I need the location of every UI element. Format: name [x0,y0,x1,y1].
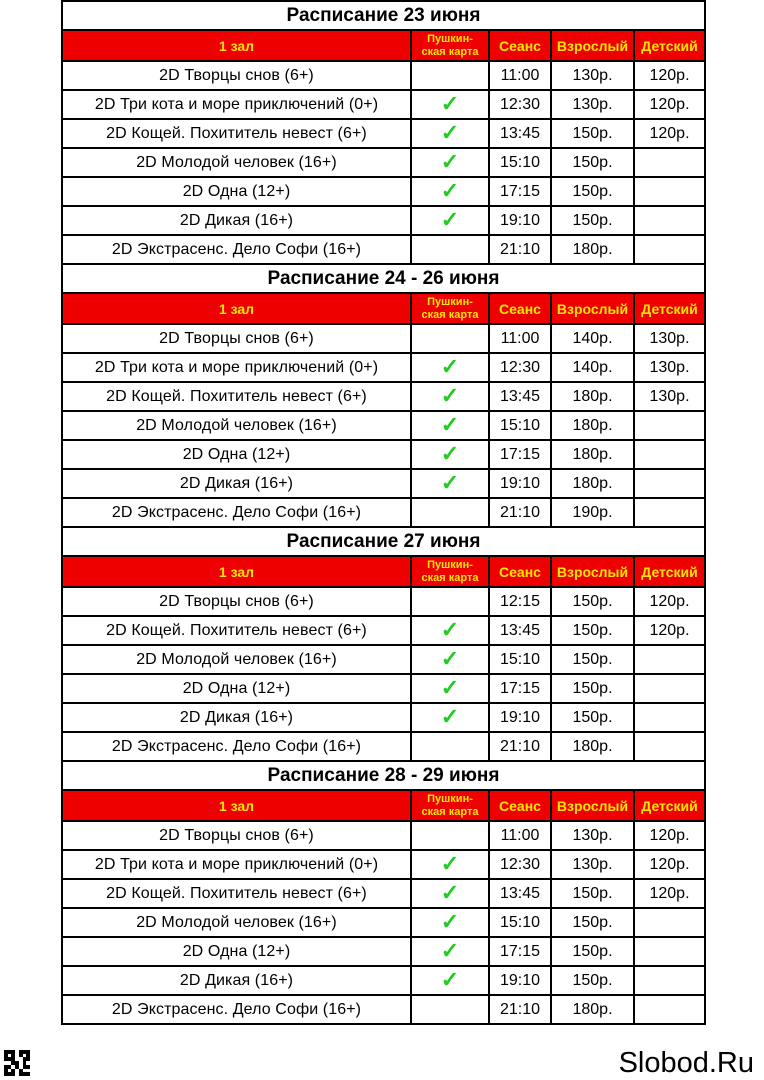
adult-price-cell: 150р. [551,937,634,966]
table-row [62,382,705,411]
film-title-cell: 2D Одна (12+) [62,674,411,703]
adult-price-cell: 150р. [551,119,634,148]
session-time-cell: 19:10 [489,206,551,235]
adult-price-cell: 150р. [551,908,634,937]
check-mark-icon: ✓ [440,879,460,905]
film-title-cell: 2D Кощей. Похититель невест (6+) [62,616,411,645]
pushkin-card-header [411,30,489,61]
child-price-cell: 120р. [634,821,705,850]
adult-price-cell: 180р. [551,235,634,264]
film-title-cell: 2D Творцы снов (6+) [62,324,411,353]
child-price-cell [634,937,705,966]
check-mark-icon: ✓ [440,411,460,437]
pushkin-card-cell [411,469,489,498]
adult-price-cell: 130р. [551,90,634,119]
child-price-cell [634,235,705,264]
adult-price-cell: 140р. [551,324,634,353]
session-time-cell: 11:00 [489,61,551,90]
column-header-row [62,556,705,587]
schedule-table [61,0,706,1025]
child-price-cell: 120р. [634,119,705,148]
table-row [62,119,705,148]
pushkin-card-cell [411,235,489,264]
child-price-cell: 130р. [634,382,705,411]
table-row [62,587,705,616]
table-row [62,148,705,177]
session-header: Сеанс [489,556,551,587]
adult-price-cell: 150р. [551,645,634,674]
schedule-block-title: Расписание 23 июня [62,1,705,30]
check-mark-icon: ✓ [440,674,460,700]
pushkin-card-header [411,556,489,587]
child-price-cell [634,206,705,235]
adult-price-cell: 180р. [551,995,634,1024]
check-mark-icon: ✓ [440,908,460,934]
schedule-block-title-row [62,264,705,293]
pushkin-card-cell [411,966,489,995]
film-title-cell: 2D Три кота и море приключений (0+) [62,850,411,879]
child-price-cell [634,469,705,498]
child-price-cell [634,732,705,761]
child-price-header: Детский [634,30,705,61]
table-row [62,90,705,119]
schedule-block-title-row [62,527,705,556]
session-time-cell: 15:10 [489,411,551,440]
adult-price-header: Взрослый [551,293,634,324]
hall-header: 1 зал [62,556,411,587]
child-price-cell: 120р. [634,90,705,119]
session-time-cell: 12:30 [489,90,551,119]
child-price-cell: 120р. [634,850,705,879]
adult-price-header: Взрослый [551,790,634,821]
child-price-cell [634,703,705,732]
film-title-cell: 2D Творцы снов (6+) [62,61,411,90]
check-mark-icon: ✓ [440,616,460,642]
film-title-cell: 2D Молодой человек (16+) [62,645,411,674]
film-title-cell: 2D Дикая (16+) [62,206,411,235]
film-title-cell: 2D Экстрасенс. Дело Софи (16+) [62,732,411,761]
schedule-block-title-row [62,1,705,30]
site-watermark: Slobod.Ru [618,1047,754,1079]
pushkin-card-cell [411,353,489,382]
adult-price-cell: 150р. [551,148,634,177]
session-time-cell: 21:10 [489,995,551,1024]
pushkin-header-line-1: Пушкин- [427,32,473,45]
child-price-cell [634,674,705,703]
child-price-cell: 120р. [634,616,705,645]
child-price-cell: 130р. [634,324,705,353]
adult-price-header: Взрослый [551,556,634,587]
film-title-cell: 2D Экстрасенс. Дело Софи (16+) [62,498,411,527]
child-price-cell: 130р. [634,353,705,382]
column-header-row [62,293,705,324]
child-price-cell [634,411,705,440]
film-title-cell: 2D Кощей. Похититель невест (6+) [62,382,411,411]
film-title-cell: 2D Творцы снов (6+) [62,821,411,850]
child-price-cell [634,177,705,206]
session-time-cell: 12:15 [489,587,551,616]
check-mark-icon: ✓ [440,119,460,145]
adult-price-cell: 150р. [551,966,634,995]
film-title-cell: 2D Одна (12+) [62,440,411,469]
child-price-cell: 120р. [634,61,705,90]
session-time-cell: 12:30 [489,353,551,382]
film-title-cell: 2D Кощей. Похититель невест (6+) [62,119,411,148]
session-header: Сеанс [489,293,551,324]
adult-price-cell: 180р. [551,732,634,761]
child-price-cell [634,440,705,469]
adult-price-cell: 150р. [551,879,634,908]
hall-header: 1 зал [62,293,411,324]
pushkin-card-header [411,293,489,324]
check-mark-icon: ✓ [440,206,460,232]
table-row [62,908,705,937]
table-row [62,324,705,353]
hall-header: 1 зал [62,30,411,61]
check-mark-icon: ✓ [440,353,460,379]
child-price-cell [634,995,705,1024]
session-time-cell: 19:10 [489,966,551,995]
pushkin-card-cell [411,61,489,90]
film-title-cell: 2D Одна (12+) [62,177,411,206]
adult-price-cell: 150р. [551,587,634,616]
table-row [62,235,705,264]
child-price-header: Детский [634,556,705,587]
pushkin-card-cell [411,90,489,119]
table-row [62,440,705,469]
adult-price-cell: 130р. [551,821,634,850]
check-mark-icon: ✓ [440,90,460,116]
film-title-cell: 2D Кощей. Похититель невест (6+) [62,879,411,908]
pushkin-card-cell [411,616,489,645]
check-mark-icon: ✓ [440,850,460,876]
session-time-cell: 21:10 [489,498,551,527]
adult-price-cell: 130р. [551,61,634,90]
table-row [62,498,705,527]
session-header: Сеанс [489,30,551,61]
child-price-header: Детский [634,293,705,324]
session-time-cell: 17:15 [489,440,551,469]
film-title-cell: 2D Экстрасенс. Дело Софи (16+) [62,235,411,264]
check-mark-icon: ✓ [440,382,460,408]
pushkin-header-line-2: ская карта [421,308,479,321]
table-row [62,995,705,1024]
schedule-block-title: Расписание 27 июня [62,527,705,556]
child-price-cell [634,966,705,995]
adult-price-cell: 150р. [551,616,634,645]
pushkin-card-cell [411,821,489,850]
session-time-cell: 13:45 [489,879,551,908]
schedule-block-title: Расписание 28 - 29 июня [62,761,705,790]
pushkin-card-cell [411,879,489,908]
schedule-body [62,1,705,1024]
child-price-cell [634,498,705,527]
schedule-block-title-row [62,761,705,790]
table-row [62,821,705,850]
pushkin-card-cell [411,674,489,703]
table-row [62,703,705,732]
child-price-cell [634,908,705,937]
pushkin-card-cell [411,440,489,469]
film-title-cell: 2D Молодой человек (16+) [62,411,411,440]
session-header: Сеанс [489,790,551,821]
table-row [62,966,705,995]
check-mark-icon: ✓ [440,966,460,992]
session-time-cell: 19:10 [489,469,551,498]
qr-code-icon [4,1050,30,1076]
session-time-cell: 13:45 [489,616,551,645]
check-mark-icon: ✓ [440,937,460,963]
adult-price-cell: 180р. [551,382,634,411]
check-mark-icon: ✓ [440,469,460,495]
session-time-cell: 12:30 [489,850,551,879]
pushkin-card-cell [411,119,489,148]
adult-price-cell: 150р. [551,206,634,235]
film-title-cell: 2D Дикая (16+) [62,703,411,732]
pushkin-header-line-2: ская карта [421,45,479,58]
film-title-cell: 2D Молодой человек (16+) [62,908,411,937]
session-time-cell: 11:00 [489,821,551,850]
session-time-cell: 19:10 [489,703,551,732]
adult-price-cell: 130р. [551,850,634,879]
table-row [62,206,705,235]
check-mark-icon: ✓ [440,148,460,174]
film-title-cell: 2D Одна (12+) [62,937,411,966]
child-price-cell [634,148,705,177]
pushkin-card-cell [411,703,489,732]
table-row [62,469,705,498]
child-price-header: Детский [634,790,705,821]
table-row [62,937,705,966]
session-time-cell: 11:00 [489,324,551,353]
pushkin-header-line-1: Пушкин- [427,792,473,805]
film-title-cell: 2D Дикая (16+) [62,469,411,498]
check-mark-icon: ✓ [440,440,460,466]
session-time-cell: 21:10 [489,235,551,264]
table-row [62,177,705,206]
film-title-cell: 2D Три кота и море приключений (0+) [62,353,411,382]
table-row [62,353,705,382]
table-row [62,850,705,879]
adult-price-cell: 150р. [551,674,634,703]
pushkin-card-cell [411,498,489,527]
adult-price-cell: 180р. [551,469,634,498]
schedule-document [61,0,704,1025]
film-title-cell: 2D Творцы снов (6+) [62,587,411,616]
table-row [62,732,705,761]
table-row [62,879,705,908]
film-title-cell: 2D Экстрасенс. Дело Софи (16+) [62,995,411,1024]
pushkin-card-cell [411,732,489,761]
adult-price-cell: 190р. [551,498,634,527]
pushkin-card-cell [411,850,489,879]
table-row [62,61,705,90]
pushkin-card-cell [411,324,489,353]
adult-price-cell: 140р. [551,353,634,382]
child-price-cell [634,645,705,674]
session-time-cell: 13:45 [489,119,551,148]
session-time-cell: 13:45 [489,382,551,411]
check-mark-icon: ✓ [440,645,460,671]
session-time-cell: 17:15 [489,674,551,703]
pushkin-card-header [411,790,489,821]
pushkin-card-cell [411,937,489,966]
session-time-cell: 15:10 [489,645,551,674]
adult-price-cell: 180р. [551,440,634,469]
session-time-cell: 15:10 [489,908,551,937]
pushkin-card-cell [411,411,489,440]
hall-header: 1 зал [62,790,411,821]
pushkin-card-cell [411,382,489,411]
pushkin-header-line-1: Пушкин- [427,295,473,308]
table-row [62,411,705,440]
check-mark-icon: ✓ [440,703,460,729]
pushkin-card-cell [411,908,489,937]
film-title-cell: 2D Молодой человек (16+) [62,148,411,177]
pushkin-card-cell [411,148,489,177]
adult-price-cell: 150р. [551,703,634,732]
pushkin-header-line-1: Пушкин- [427,558,473,571]
session-time-cell: 17:15 [489,177,551,206]
pushkin-header-line-2: ская карта [421,571,479,584]
session-time-cell: 17:15 [489,937,551,966]
table-row [62,616,705,645]
schedule-block-title: Расписание 24 - 26 июня [62,264,705,293]
check-mark-icon: ✓ [440,177,460,203]
pushkin-card-cell [411,645,489,674]
session-time-cell: 15:10 [489,148,551,177]
adult-price-header: Взрослый [551,30,634,61]
session-time-cell: 21:10 [489,732,551,761]
film-title-cell: 2D Дикая (16+) [62,966,411,995]
pushkin-card-cell [411,995,489,1024]
film-title-cell: 2D Три кота и море приключений (0+) [62,90,411,119]
child-price-cell: 120р. [634,587,705,616]
column-header-row [62,790,705,821]
table-row [62,645,705,674]
pushkin-card-cell [411,177,489,206]
pushkin-card-cell [411,587,489,616]
pushkin-header-line-2: ская карта [421,805,479,818]
column-header-row [62,30,705,61]
child-price-cell: 120р. [634,879,705,908]
adult-price-cell: 150р. [551,177,634,206]
table-row [62,674,705,703]
adult-price-cell: 180р. [551,411,634,440]
pushkin-card-cell [411,206,489,235]
